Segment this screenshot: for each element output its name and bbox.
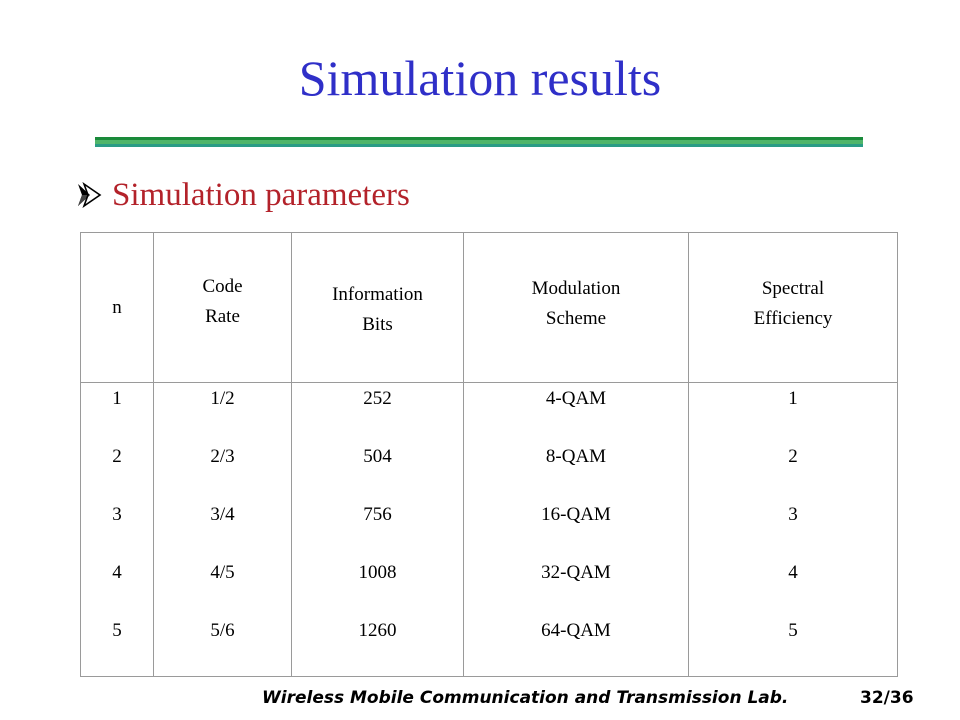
table-cell: 4 [112,562,122,583]
table-cell: 8-QAM [545,446,607,467]
table-cell: 5 [788,620,798,641]
table-cell: 1008 [358,562,397,583]
table-cell: 4 [788,562,798,583]
header-modulation-scheme: Modulation Scheme [464,233,689,383]
table-cell: 32-QAM [541,562,611,583]
column-modulation-scheme [464,383,689,677]
table-cell: 5/6 [210,620,235,641]
table-cell: 4-QAM [545,388,607,409]
column-code-rate [154,383,292,677]
table-cell: 1/2 [210,388,235,409]
bullet-text: Simulation parameters [112,177,410,213]
column-spectral-efficiency [689,383,898,677]
table-cell: 2/3 [210,446,235,467]
table-cell: 756 [363,504,392,525]
table-cell: 5 [112,620,122,641]
title-divider [95,137,863,147]
bullet-item [76,171,410,219]
table-header-row [81,233,898,383]
header-n: n [81,233,154,383]
arrow-check-icon [76,182,102,208]
table-cell: 252 [363,388,392,409]
table-cell: 1260 [358,620,397,641]
table-cell: 64-QAM [541,620,611,641]
table-cell: 2 [112,446,122,467]
table-cell: 4/5 [210,562,235,583]
slide-title: Simulation results [298,50,662,106]
header-code-rate: Code Rate [154,233,292,383]
table-cell: 504 [363,446,392,467]
page-number: 32/36 [860,688,914,708]
table-cell: 1 [788,388,798,409]
table-cell: 1 [112,388,122,409]
table-cell: 2 [788,446,798,467]
table-cell: 3/4 [210,504,235,525]
header-information-bits: Information Bits [292,233,464,383]
table-row [81,383,898,677]
column-information-bits [292,383,464,677]
table-cell: 3 [112,504,122,525]
column-n [81,383,154,677]
table-cell: 16-QAM [541,504,611,525]
table-cell: 3 [788,504,798,525]
header-spectral-efficiency: Spectral Efficiency [689,233,898,383]
simulation-parameters-table [80,232,898,677]
footer-lab-name: Wireless Mobile Communication and Transmission Lab. [262,688,789,708]
